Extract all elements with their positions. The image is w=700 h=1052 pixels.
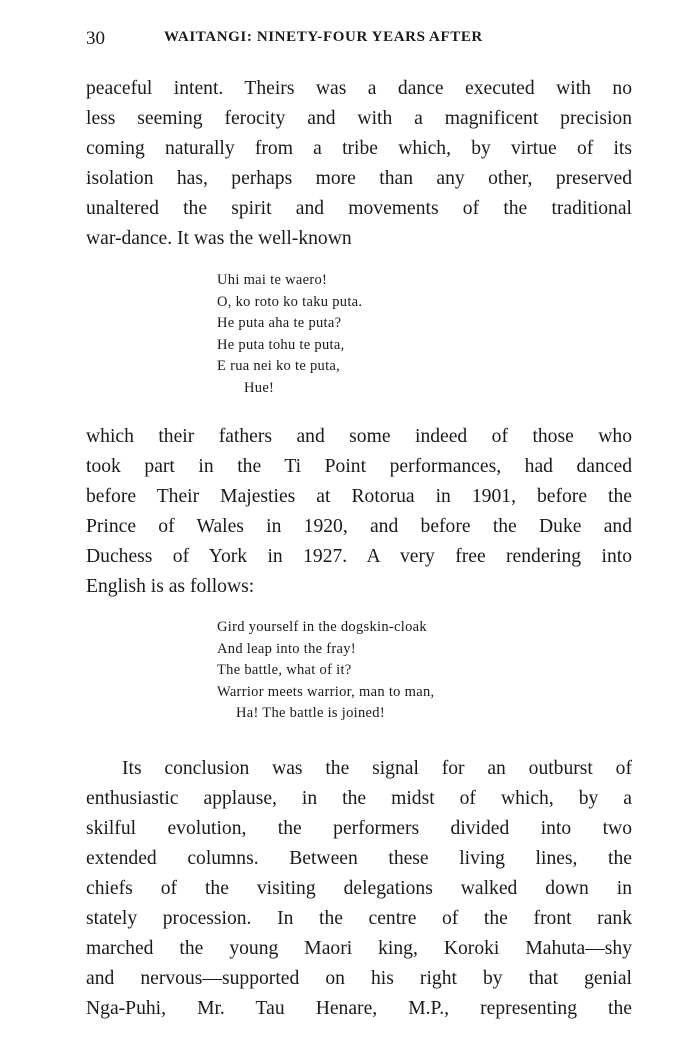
- verse-line: Ha! The battle is joined!: [236, 705, 385, 721]
- verse-english: [217, 617, 434, 725]
- text-line: peaceful intent. Theirs was a dance executed with no: [86, 78, 632, 99]
- text-line: isolation has, perhaps more than any other, preserved: [86, 168, 632, 189]
- text-line: war-dance. It was the well-known: [86, 228, 352, 249]
- text-line: stately procession. In the centre of the front rank: [86, 908, 632, 929]
- verse-line: Gird yourself in the dogskin-cloak: [217, 619, 427, 635]
- text-line: took part in the Ti Point performances, had danced: [86, 456, 632, 477]
- verse-line: The battle, what of it?: [217, 662, 352, 678]
- verse-line: O, ko roto ko taku puta.: [217, 293, 363, 310]
- text-line: less seeming ferocity and with a magnificent precision: [86, 108, 632, 129]
- text-line: extended columns. Between these living lines, the: [86, 848, 632, 869]
- text-line: Nga-Puhi, Mr. Tau Henare, M.P., representing the: [86, 998, 632, 1019]
- verse-line: Uhi mai te waero!: [217, 272, 328, 288]
- text-line: before Their Majesties at Rotorua in 1901, before the: [86, 486, 632, 507]
- text-line: Duchess of York in 1927. A very free rendering into: [86, 546, 632, 567]
- text-line: marched the young Maori king, Koroki Mahuta—shy: [86, 938, 632, 959]
- text-line: English is as follows:: [86, 576, 255, 597]
- text-line: which their fathers and some indeed of those who: [86, 426, 632, 447]
- text-line: chiefs of the visiting delegations walked down in: [86, 878, 632, 899]
- verse-maori: [217, 270, 362, 399]
- text-line: coming naturally from a tribe which, by virtue of its: [86, 138, 632, 159]
- paragraph-1: [86, 74, 632, 254]
- page-header: [86, 28, 646, 52]
- text-line: enthusiastic applause, in the midst of which, by a: [86, 788, 632, 809]
- paragraph-3: [86, 754, 632, 1024]
- text-line: skilful evolution, the performers divided into two: [86, 818, 632, 839]
- paragraph-2: [86, 422, 632, 602]
- page-number: 30: [86, 28, 105, 49]
- verse-line: He puta aha te puta?: [217, 315, 342, 331]
- verse-line: E rua nei ko te puta,: [217, 358, 341, 374]
- verse-line: Warrior meets warrior, man to man,: [217, 683, 435, 700]
- verse-line: Hue!: [244, 379, 275, 396]
- text-line: Its conclusion was the signal for an outburst of: [122, 758, 632, 779]
- verse-line: He puta tohu te puta,: [217, 336, 345, 353]
- verse-line: And leap into the fray!: [217, 640, 356, 657]
- text-line: Prince of Wales in 1920, and before the Duke and: [86, 516, 632, 537]
- text-line: unaltered the spirit and movements of the traditional: [86, 198, 632, 219]
- text-line: and nervous—supported on his right by that genial: [86, 968, 632, 989]
- running-title: WAITANGI: NINETY-FOUR YEARS AFTER: [164, 29, 483, 45]
